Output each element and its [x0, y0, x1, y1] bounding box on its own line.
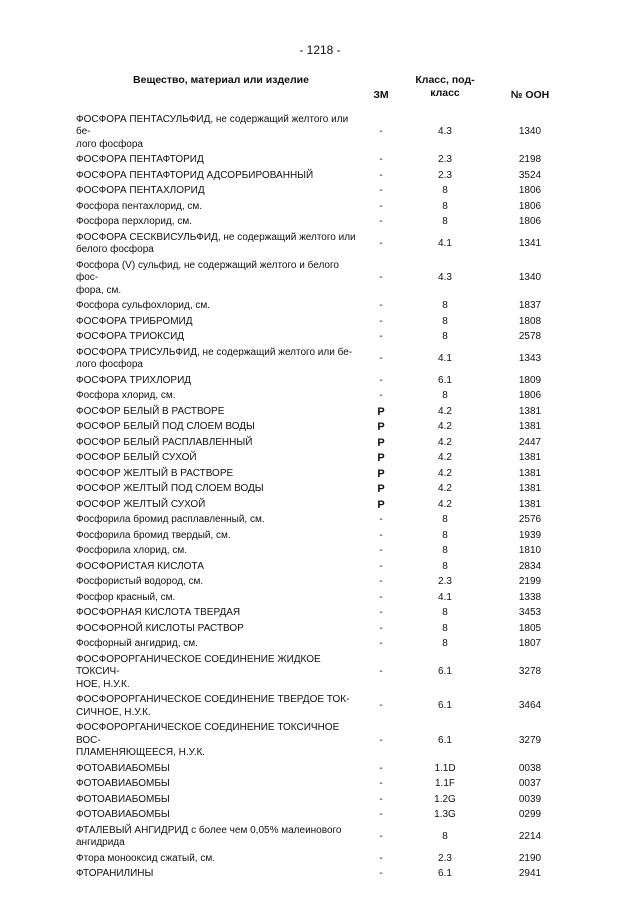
- zm-flag: P: [377, 467, 385, 480]
- table-row: [76, 528, 566, 544]
- hazard-class: 8: [442, 315, 448, 327]
- hazard-class: 6.1: [438, 700, 452, 712]
- zm-flag: -: [379, 830, 383, 842]
- zm-flag: -: [379, 237, 383, 249]
- zm-flag: -: [379, 809, 383, 820]
- table-row: [76, 544, 566, 560]
- un-number: 2578: [518, 331, 542, 342]
- table-row: [76, 808, 566, 824]
- hazard-class: 2.3: [438, 576, 452, 587]
- un-number: 1806: [518, 200, 542, 212]
- zm-flag: -: [379, 607, 383, 618]
- table-row: [76, 215, 566, 231]
- un-number: 2214: [518, 830, 542, 842]
- substance-name: ФТОРАНИЛИНЫ: [76, 868, 154, 879]
- substance-name: ФОТОАВИАБОМБЫ: [76, 762, 170, 774]
- hazard-class: 2.3: [438, 169, 452, 181]
- table-row: [76, 420, 566, 436]
- table-row: [76, 606, 566, 622]
- substance-name: ФОСФОРОРГАНИЧЕСКОЕ СОЕДИНЕНИЕ ЖИДКОЕ ТОКСИЧ- НОЕ, Н.У.К.: [76, 653, 321, 690]
- table-row: [76, 513, 566, 529]
- table-row: [76, 451, 566, 467]
- hazard-class: 8: [442, 560, 448, 572]
- substance-name: ФОСФОРА ТРИСУЛЬФИД, не содержащий желтого или бе- лого фосфора: [76, 346, 353, 370]
- hazard-class: 8: [442, 185, 448, 196]
- substance-name: ФОСФОР ЖЕЛТЫЙ СУХОЙ: [76, 498, 206, 510]
- table-body: [76, 112, 566, 882]
- table-row: [76, 590, 566, 606]
- zm-flag: -: [379, 185, 383, 196]
- table-row: [76, 345, 566, 373]
- substance-name: ФОСФОРА СЕСКВИСУЛЬФИД, не содержащий желтого или белого фосфора: [76, 231, 356, 255]
- substance-name: ФОТОАВИАБОМБЫ: [76, 809, 170, 820]
- zm-flag: -: [379, 216, 383, 227]
- zm-flag: -: [379, 734, 383, 746]
- substance-name: ФОСФОРА ПЕНТАСУЛЬФИД, не содержащий желтого или бе- лого фосфора: [76, 113, 349, 150]
- un-number: 0039: [518, 793, 542, 805]
- table-row: [76, 575, 566, 591]
- zm-flag: -: [379, 514, 383, 525]
- table-row: [76, 851, 566, 867]
- un-number: 3278: [518, 666, 542, 677]
- table-row: [76, 482, 566, 498]
- table-row: [76, 153, 566, 169]
- substance-name: ФОСФОРА ТРИБРОМИД: [76, 315, 193, 327]
- header-class: [396, 70, 494, 112]
- hazard-class: 4.2: [438, 498, 452, 510]
- un-number: 3464: [518, 700, 542, 712]
- zm-flag: -: [379, 545, 383, 556]
- table-row: [76, 867, 566, 883]
- zm-flag: -: [379, 272, 383, 283]
- un-number: 1806: [518, 216, 542, 227]
- substance-name: Фосфорила бромид расплавленный, см.: [76, 514, 265, 525]
- un-number: 1381: [518, 467, 542, 479]
- un-number: 1381: [518, 498, 542, 510]
- un-number: 1338: [518, 591, 542, 603]
- hazard-class: 6.1: [438, 868, 452, 879]
- table-row: [76, 258, 566, 299]
- substance-name: ФОТОАВИАБОМБЫ: [76, 778, 170, 789]
- header-zm: ЗМ: [373, 88, 389, 101]
- hazard-class: 2.3: [438, 852, 452, 864]
- table-row: [76, 299, 566, 315]
- hazard-class: 8: [442, 331, 448, 342]
- zm-flag: -: [379, 154, 383, 165]
- substance-name: ФОСФОР БЕЛЫЙ ПОД СЛОЕМ ВОДЫ: [76, 421, 255, 432]
- substance-name: ФТАЛЕВЫЙ АНГИДРИД с более чем 0,05% малеинового ангидрида: [76, 824, 342, 848]
- zm-flag: -: [379, 200, 383, 212]
- header-class-text: Класс, под- класс: [415, 74, 475, 99]
- hazard-class: 1.2G: [434, 793, 456, 805]
- zm-flag: -: [379, 868, 383, 879]
- un-number: 1809: [518, 374, 542, 386]
- table-header-row: [76, 70, 566, 112]
- hazard-class: 8: [442, 390, 448, 401]
- hazard-class: 4.1: [438, 352, 452, 364]
- substance-name: Фосфорила хлорид, см.: [76, 545, 187, 556]
- un-number: 1806: [518, 185, 542, 196]
- table-row: [76, 404, 566, 420]
- zm-flag: -: [379, 591, 383, 603]
- table-row: [76, 777, 566, 793]
- zm-flag: -: [379, 390, 383, 401]
- zm-flag: -: [379, 169, 383, 181]
- hazard-class: 8: [442, 830, 448, 842]
- table-row: [76, 435, 566, 451]
- hazard-class: 4.2: [438, 452, 452, 463]
- substance-name: Фосфора перхлорид, см.: [76, 216, 192, 227]
- hazard-class: 4.3: [438, 272, 452, 283]
- substance-name: Фосфорила бромид твердый, см.: [76, 529, 231, 541]
- substance-name: Фосфора пентахлорид, см.: [76, 200, 203, 212]
- substance-name: ФОСФОРА ПЕНТАФТОРИД АДСОРБИРОВАННЫЙ: [76, 169, 314, 181]
- table-row: [76, 637, 566, 653]
- zm-flag: -: [379, 560, 383, 572]
- zm-flag: -: [379, 638, 383, 649]
- substance-name: ФОСФОРНАЯ КИСЛОТА ТВЕРДАЯ: [76, 607, 241, 618]
- substance-name: ФОСФОРИСТАЯ КИСЛОТА: [76, 560, 204, 572]
- hazard-class: 6.1: [438, 374, 452, 386]
- hazard-class: 4.1: [438, 237, 452, 249]
- table-row: [76, 389, 566, 405]
- zm-flag: -: [379, 622, 383, 634]
- zm-flag: -: [379, 529, 383, 541]
- zm-flag: -: [379, 576, 383, 587]
- substance-name: Фосфорный ангидрид, см.: [76, 638, 198, 649]
- table-row: [76, 112, 566, 153]
- table-row: [76, 652, 566, 693]
- zm-flag: P: [377, 436, 385, 449]
- hazard-class: 2.3: [438, 154, 452, 165]
- hazard-class: 8: [442, 622, 448, 634]
- un-number: 2576: [518, 514, 542, 525]
- table-row: [76, 230, 566, 258]
- hazard-class: 1.1F: [434, 778, 455, 789]
- substance-name: Фосфора хлорид, см.: [76, 390, 176, 401]
- un-number: 2198: [518, 154, 542, 165]
- un-number: 1381: [518, 421, 542, 432]
- un-number: 1343: [518, 352, 542, 364]
- substance-name: ФОСФОРА ПЕНТАФТОРИД: [76, 154, 204, 165]
- un-number: 3279: [518, 734, 542, 746]
- un-number: 0038: [518, 762, 542, 774]
- hazard-class: 4.2: [438, 421, 452, 432]
- substance-name: ФОСФОР БЕЛЫЙ В РАСТВОРЕ: [76, 405, 225, 417]
- substance-name: ФОСФОРА ТРИОКСИД: [76, 331, 185, 342]
- zm-flag: -: [379, 315, 383, 327]
- substance-name: ФОСФОР БЕЛЫЙ РАСПЛАВЛЕННЫЙ: [76, 436, 253, 448]
- un-number: 2190: [518, 852, 542, 864]
- un-number: 2447: [518, 436, 542, 448]
- zm-flag: P: [377, 405, 385, 418]
- substance-name: Фтора монооксид сжатый, см.: [76, 852, 216, 864]
- zm-flag: P: [377, 483, 385, 495]
- un-number: 3453: [518, 607, 542, 618]
- table-row: [76, 314, 566, 330]
- table-row: [76, 497, 566, 513]
- table-row: [76, 761, 566, 777]
- header-substance: Вещество, материал или изделие: [133, 74, 309, 86]
- hazard-class: 1.1D: [434, 762, 456, 774]
- hazard-class: 4.2: [438, 483, 452, 494]
- zm-flag: -: [379, 700, 383, 712]
- hazard-class: 8: [442, 638, 448, 649]
- un-number: 2941: [518, 868, 542, 879]
- substance-name: ФОТОАВИАБОМБЫ: [76, 793, 170, 805]
- un-number: 1805: [518, 622, 542, 634]
- hazard-class: 4.2: [438, 405, 452, 417]
- zm-flag: -: [379, 852, 383, 864]
- table-row: [76, 466, 566, 482]
- zm-flag: -: [379, 778, 383, 789]
- hazard-class: 6.1: [438, 666, 452, 677]
- table-row: [76, 559, 566, 575]
- substance-name: ФОСФОР ЖЕЛТЫЙ ПОД СЛОЕМ ВОДЫ: [76, 483, 264, 494]
- hazard-class: 6.1: [438, 734, 452, 746]
- table-row: [76, 693, 566, 721]
- table-row: [76, 330, 566, 346]
- un-number: 1939: [518, 529, 542, 541]
- table-row: [76, 199, 566, 215]
- un-number: 1381: [518, 452, 542, 463]
- zm-flag: P: [377, 452, 385, 464]
- un-number: 1810: [518, 545, 542, 556]
- un-number: 2834: [518, 560, 542, 572]
- un-number: 0299: [518, 809, 542, 820]
- table-row: [76, 373, 566, 389]
- un-number: 1381: [518, 405, 542, 417]
- un-number: 1808: [518, 315, 542, 327]
- hazard-class: 8: [442, 514, 448, 525]
- header-un-number: № ООН: [510, 88, 550, 101]
- zm-flag: -: [379, 331, 383, 342]
- hazard-class: 8: [442, 607, 448, 618]
- hazard-class: 1.3G: [434, 809, 456, 820]
- hazard-class: 8: [442, 545, 448, 556]
- zm-flag: -: [379, 300, 383, 311]
- hazard-class: 4.2: [438, 436, 452, 448]
- zm-flag: -: [379, 374, 383, 386]
- zm-flag: P: [377, 498, 385, 511]
- substance-name: ФОСФОРА ТРИХЛОРИД: [76, 374, 192, 386]
- table-row: [76, 721, 566, 762]
- zm-flag: -: [379, 762, 383, 774]
- substance-name: Фосфора сульфохлорид, см.: [76, 300, 211, 311]
- substance-name: ФОСФОРОРГАНИЧЕСКОЕ СОЕДИНЕНИЕ ТОКСИЧНОЕ ВОС- ПЛАМЕНЯЮЩЕЕСЯ, Н.У.К.: [76, 722, 340, 758]
- hazard-class: 8: [442, 200, 448, 212]
- zm-flag: -: [379, 126, 383, 137]
- un-number: 1340: [518, 272, 542, 283]
- substance-name: Фосфористый водород, см.: [76, 576, 204, 587]
- substance-name: ФОСФОРОРГАНИЧЕСКОЕ СОЕДИНЕНИЕ ТВЕРДОЕ ТОК- СИЧНОЕ, Н.У.К.: [76, 694, 350, 718]
- table-row: [76, 792, 566, 808]
- un-number: 1341: [518, 237, 542, 249]
- zm-flag: P: [377, 421, 385, 433]
- un-number: 3524: [518, 169, 542, 181]
- zm-flag: -: [379, 793, 383, 805]
- un-number: 1340: [518, 126, 542, 137]
- substance-name: ФОСФОР БЕЛЫЙ СУХОЙ: [76, 452, 197, 463]
- un-number: 1381: [518, 483, 542, 494]
- substance-name: Фосфор красный, см.: [76, 591, 176, 603]
- un-number: 1807: [518, 638, 542, 649]
- zm-flag: -: [379, 352, 383, 364]
- hazard-class: 8: [442, 300, 448, 311]
- table-row: [76, 621, 566, 637]
- substances-table: [76, 70, 566, 882]
- table-row: [76, 168, 566, 184]
- hazard-class: 4.1: [438, 591, 452, 603]
- hazard-class: 8: [442, 529, 448, 541]
- un-number: 1806: [518, 390, 542, 401]
- substance-name: ФОСФОРА ПЕНТАХЛОРИД: [76, 185, 205, 196]
- substance-name: ФОСФОР ЖЕЛТЫЙ В РАСТВОРЕ: [76, 467, 234, 479]
- un-number: 2199: [518, 576, 542, 587]
- substance-name: Фосфора (V) сульфид, не содержащий желтого и белого фос- фора, см.: [76, 259, 339, 296]
- hazard-class: 8: [442, 216, 448, 227]
- zm-flag: -: [379, 666, 383, 677]
- hazard-class: 4.2: [438, 467, 452, 479]
- hazard-class: 4.3: [438, 126, 452, 137]
- page-number: - 1218 -: [299, 43, 341, 57]
- substance-name: ФОСФОРНОЙ КИСЛОТЫ РАСТВОР: [76, 622, 244, 634]
- table-row: [76, 823, 566, 851]
- un-number: 0037: [518, 778, 542, 789]
- table-row: [76, 184, 566, 200]
- un-number: 1837: [518, 300, 542, 311]
